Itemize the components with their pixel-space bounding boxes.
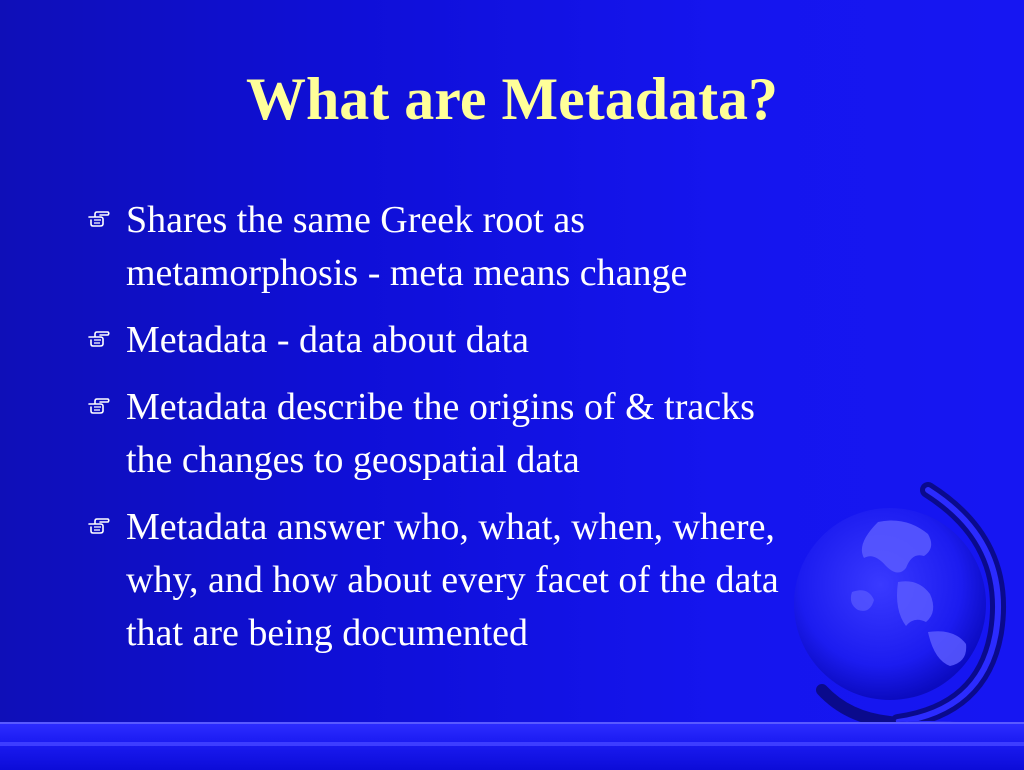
bullet-text xyxy=(126,194,687,300)
bullet-text xyxy=(126,314,529,367)
slide-title: What are Metadata? xyxy=(245,66,779,132)
pointing-hand-icon xyxy=(88,194,126,233)
bullet-item xyxy=(88,194,933,300)
bullet-line: Metadata - data about data xyxy=(126,319,530,361)
bullet-line: the changes to geospatial data xyxy=(126,439,580,481)
bullet-line: metamorphosis - meta means change xyxy=(126,252,688,294)
bullet-line: Metadata describe the origins of & tracks xyxy=(126,386,755,428)
bullet-text xyxy=(126,501,779,660)
bullet-text xyxy=(126,381,755,487)
pointing-hand-icon xyxy=(88,501,126,540)
bullet-line: why, and how about every facet of the data xyxy=(126,559,779,601)
bullet-line: that are being documented xyxy=(126,612,529,654)
bullet-line: Shares the same Greek root as xyxy=(126,199,586,241)
pointing-hand-icon xyxy=(88,314,126,353)
bullet-item xyxy=(88,381,933,487)
footer-bar xyxy=(0,722,1024,770)
globe-icon xyxy=(778,482,1018,742)
bullet-line: Metadata answer who, what, when, where, xyxy=(126,506,775,548)
pointing-hand-icon xyxy=(88,381,126,420)
bullet-item xyxy=(88,314,933,367)
